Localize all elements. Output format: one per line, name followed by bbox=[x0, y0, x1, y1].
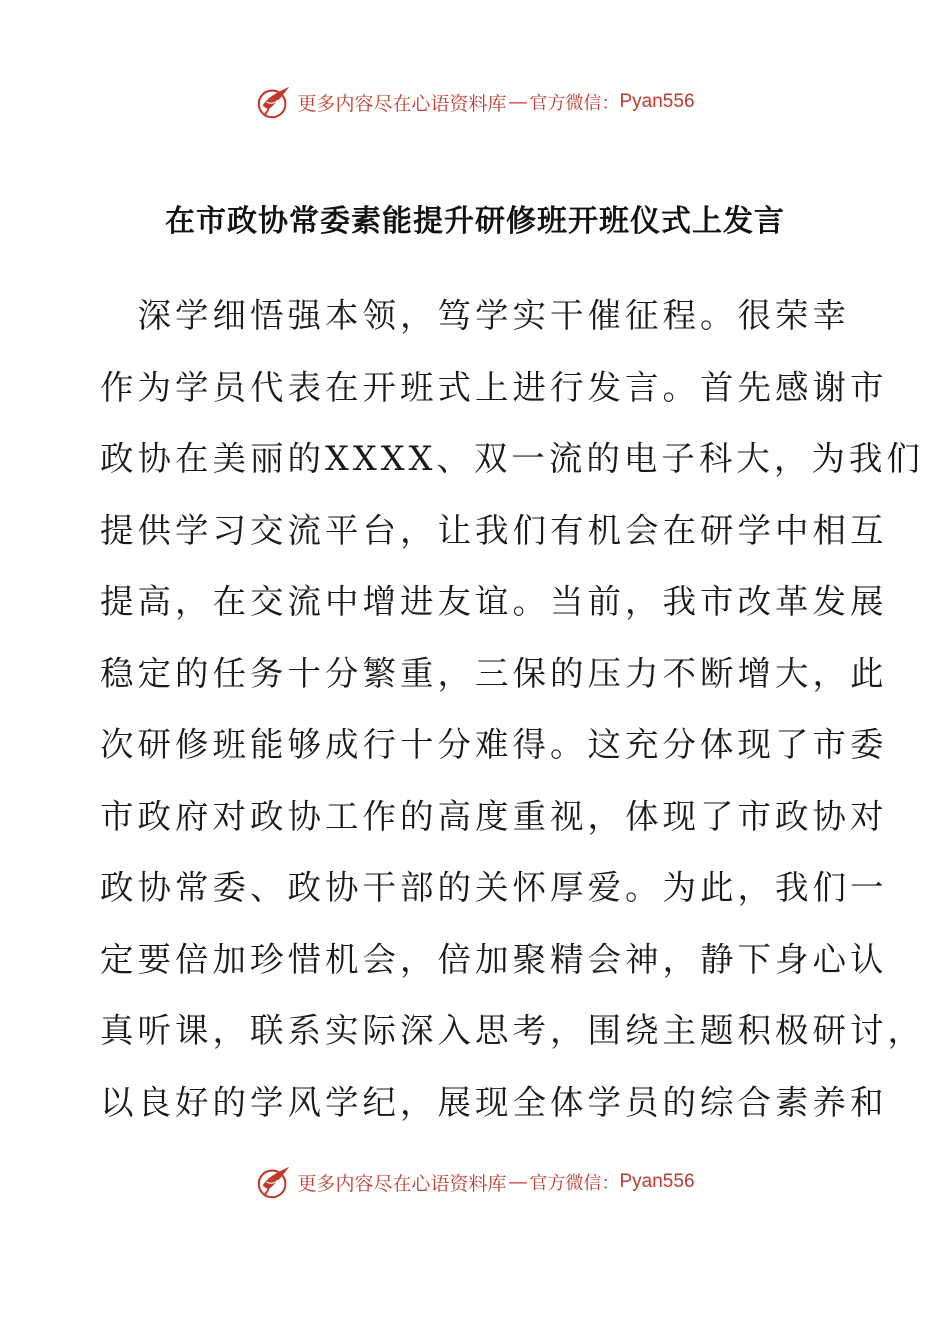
banner-dash: — bbox=[508, 91, 528, 113]
body-line: 以良好的学风学纪，展现全体学员的综合素养和 bbox=[100, 1082, 888, 1122]
header-watermark-banner bbox=[0, 82, 950, 122]
banner-dash: — bbox=[508, 1171, 528, 1193]
body-line: 作为学员代表在开班式上进行发言。首先感谢市 bbox=[100, 367, 888, 407]
body-line: 政协在美丽的XXXX、双一流的电子科大，为我们 bbox=[100, 439, 924, 478]
banner-wechat-id: Pyan556 bbox=[619, 1171, 695, 1192]
body-line: 政协常委、政协干部的关怀厚爱。为此，我们一 bbox=[100, 868, 888, 907]
banner-library-name: 更多内容尽在心语资料库 bbox=[297, 1172, 507, 1195]
body-line: 提高，在交流中增进友谊。当前，我市改革发展 bbox=[100, 582, 888, 621]
footer-watermark-banner bbox=[0, 1162, 950, 1202]
document-body bbox=[100, 280, 925, 1138]
body-line: 深学细悟强本领，笃学实干催征程。很荣幸 bbox=[100, 296, 850, 335]
body-line: 真听课，联系实际深入思考，围绕主题积极研讨， bbox=[100, 1011, 925, 1050]
body-line: 次研修班能够成行十分难得。这充分体现了市委 bbox=[100, 725, 888, 764]
quill-logo-icon bbox=[255, 1163, 293, 1201]
quill-logo-icon bbox=[255, 83, 293, 121]
banner-wechat-label: 官方微信： bbox=[529, 1173, 620, 1194]
body-line: 稳定的任务十分繁重，三保的压力不断增大，此 bbox=[100, 653, 888, 693]
banner-wechat-label: 官方微信： bbox=[529, 93, 620, 114]
body-line: 定要倍加珍惜机会，倍加聚精会神，静下身心认 bbox=[100, 939, 888, 979]
body-line: 提供学习交流平台，让我们有机会在研学中相互 bbox=[100, 510, 888, 550]
document-title: 在市政协常委素能提升研修班开班仪式上发言 bbox=[165, 204, 785, 239]
body-line: 市政府对政协工作的高度重视，体现了市政协对 bbox=[100, 796, 888, 836]
banner-wechat-id: Pyan556 bbox=[619, 91, 695, 112]
banner-library-name: 更多内容尽在心语资料库 bbox=[297, 92, 507, 115]
